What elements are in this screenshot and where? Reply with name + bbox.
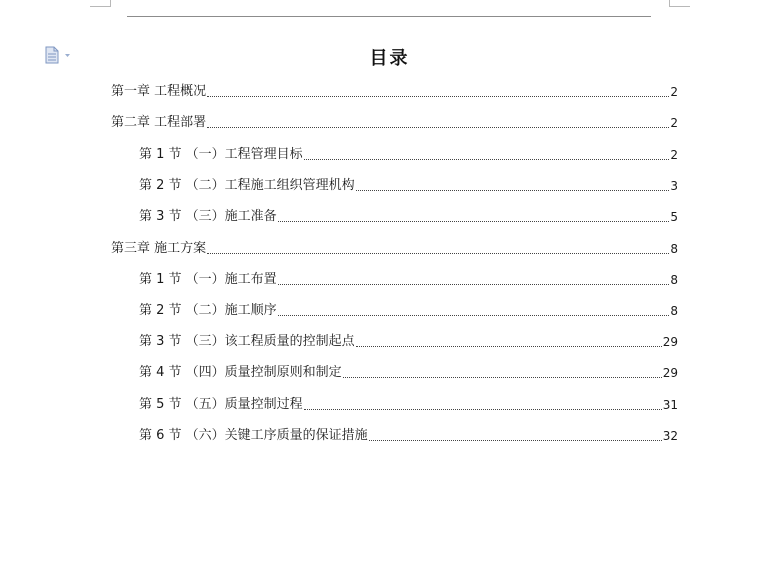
toc-page-number: 8 (670, 242, 678, 256)
toc-entry-text: 第 1 节 （一）施工布置 (139, 272, 277, 287)
toc-entry-section[interactable] (139, 300, 678, 322)
toc-dot-leader (278, 284, 670, 285)
toc-page-number: 8 (670, 304, 678, 318)
header-divider (127, 16, 651, 17)
toc-page-number: 2 (670, 85, 678, 99)
toc-page-number: 29 (662, 335, 678, 349)
toc-entry-chapter-1[interactable] (111, 81, 678, 103)
toc-page-number: 2 (670, 148, 678, 162)
toc-entry-section[interactable] (139, 269, 678, 291)
toc-page-number: 8 (670, 273, 678, 287)
toc-entry-section[interactable] (139, 331, 678, 353)
toc-entry-section[interactable] (139, 175, 678, 197)
toc-entry-text: 第 4 节 （四）质量控制原则和制定 (139, 365, 342, 380)
toc-dot-leader (278, 221, 670, 222)
toc-dot-leader (207, 127, 669, 128)
toc-entry-section[interactable] (139, 425, 678, 447)
toc-dot-leader (207, 96, 669, 97)
toc-page-number: 31 (662, 398, 678, 412)
toc-entry-chapter-3[interactable] (111, 238, 678, 260)
toc-entry-text: 第 2 节 （二）工程施工组织管理机构 (139, 178, 355, 193)
toc-entry-chapter-2[interactable] (111, 112, 678, 134)
toc-entry-text: 第 6 节 （六）关键工序质量的保证措施 (139, 428, 368, 443)
toc-dot-leader (207, 253, 669, 254)
toc-entry-text: 第 3 节 （三）施工准备 (139, 209, 277, 224)
toc-entry-text: 第三章 施工方案 (111, 241, 207, 256)
toc-entry-text: 第 5 节 （五）质量控制过程 (139, 397, 303, 412)
toc-dot-leader (304, 409, 662, 410)
toc-dot-leader (278, 315, 670, 316)
toc-page-number: 3 (670, 179, 678, 193)
page-corner-mark-left (90, 0, 111, 7)
toc-entry-text: 第 2 节 （二）施工顺序 (139, 303, 277, 318)
toc-entry-section[interactable] (139, 362, 678, 384)
toc-entry-text: 第 1 节 （一）工程管理目标 (139, 147, 303, 162)
toc-dot-leader (304, 159, 670, 160)
toc-dot-leader (356, 346, 662, 347)
toc-page-number: 32 (662, 429, 678, 443)
toc-dot-leader (369, 440, 662, 441)
toc-entry-section[interactable] (139, 394, 678, 416)
toc-page-number: 29 (662, 366, 678, 380)
toc-page-number: 5 (670, 210, 678, 224)
toc-entry-section[interactable] (139, 144, 678, 166)
toc-entry-text: 第 3 节 （三）该工程质量的控制起点 (139, 334, 355, 349)
toc-dot-leader (356, 190, 670, 191)
toc-title: 目录 (369, 48, 410, 69)
page-corner-mark-right (669, 0, 690, 7)
toc-entry-text: 第一章 工程概况 (111, 84, 207, 99)
toc-entry-text: 第二章 工程部署 (111, 115, 207, 130)
toc-page-number: 2 (670, 116, 678, 130)
toc-entry-section[interactable] (139, 206, 678, 228)
toc-dot-leader (343, 377, 662, 378)
